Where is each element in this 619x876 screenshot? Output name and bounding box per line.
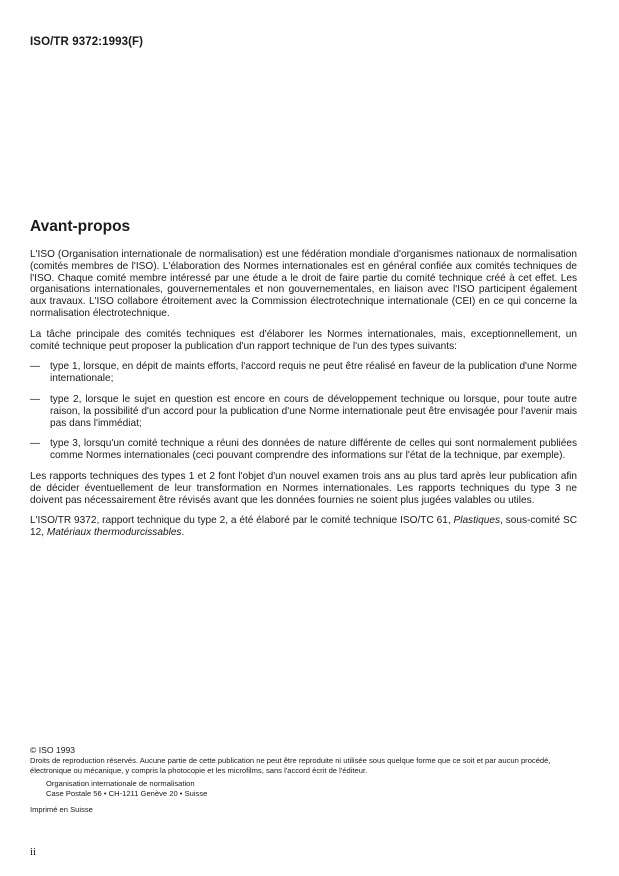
elaboration-text-middle: , sous-comité SC 12, [30, 515, 577, 539]
copyright-footer [30, 745, 590, 815]
committee-name-plastics: Plastiques [453, 515, 501, 527]
rights-notice: Droits de reproduction réservés. Aucune partie de cette publication ne peut être reproduite ni utilisée sous quelque forme que ce soit et par aucun procédé, électronique ou mécanique, y compris la photocopie et les microfilms, sans l'accord écrit de l'éditeur. [30, 756, 551, 775]
elaboration-text-end: . [181, 527, 185, 539]
organization-name: Organisation internationale de normalisation [46, 779, 195, 788]
list-item-text: type 1, lorsque, en dépit de maints efforts, l'accord requis ne peut être réalisé en faveur de la publication d'une Norme internationale; [50, 361, 577, 385]
page-number: ii [30, 846, 37, 858]
list-item-text: type 3, lorsqu'un comité technique a réuni des données de nature différente de celles qui sont normalement publiées comme Normes internationales (ceci pouvant comprendre des informations sur l'état de la technique, par exemple). [50, 438, 577, 462]
list-item-type-1 [30, 361, 577, 385]
list-item-type-2 [30, 394, 577, 429]
printed-in-notice: Imprimé en Suisse [30, 805, 93, 814]
section-title: Avant-propos [30, 218, 131, 235]
copyright-notice: © ISO 1993 [30, 745, 76, 755]
paragraph-elaboration [30, 515, 577, 539]
paragraph-iso-intro: L'ISO (Organisation internationale de normalisation) est une fédération mondiale d'organismes nationaux de normalisation (comités membres de l'ISO). L'élaboration des Normes internationales est en général confiée aux comités techniques de l'ISO. Chaque comité membre intéressé par une étude a le droit de faire partie du comité technique créé à cet effet. Les organisations internationales, gouvernementales et non gouvernementales, en liaison avec l'ISO participent également aux travaux. L'ISO collabore étroitement avec la Commission électrotechnique internationale (CEI) en ce qui concerne la normalisation électrotechnique. [30, 249, 577, 319]
list-item-text: type 2, lorsque le sujet en question est encore en cours de développement technique ou lorsque, pour toute autre raison, la possibilité d'un accord pour la publication d'une Norme internationale peut être envisagée pour l'avenir mais pas dans l'immédiat; [50, 393, 577, 429]
dash-bullet: — [30, 361, 41, 373]
paragraph-review: Les rapports techniques des types 1 et 2 font l'objet d'un nouvel examen trois ans au plus tard après leur publication afin de décider éventuellement de leur transformation en Normes internationales. Les rapports techniques du type 3 ne doivent pas nécessairement être révisés avant que les données fournies ne soient plus jugées valables ou utiles. [30, 470, 577, 506]
organization-address: Case Postale 56 • CH-1211 Genève 20 • Suisse [46, 789, 208, 798]
organization-address-block [30, 779, 590, 799]
foreword-body [30, 249, 577, 548]
document-id-header: ISO/TR 9372:1993(F) [30, 36, 144, 48]
elaboration-text-start: L'ISO/TR 9372, rapport technique du type 2, a été élaboré par le comité technique ISO/TC 61, [30, 515, 454, 527]
dash-bullet: — [30, 393, 41, 405]
list-item-type-3 [30, 438, 577, 462]
dash-bullet: — [30, 438, 41, 450]
paragraph-tc-task: La tâche principale des comités techniques est d'élaborer les Normes internationales, mais, exceptionnellement, un comité technique peut proposer la publication d'un rapport technique de l'un des types suivants: [30, 328, 577, 352]
subcommittee-name-thermosets: Matériaux thermodurcissables [46, 527, 182, 539]
